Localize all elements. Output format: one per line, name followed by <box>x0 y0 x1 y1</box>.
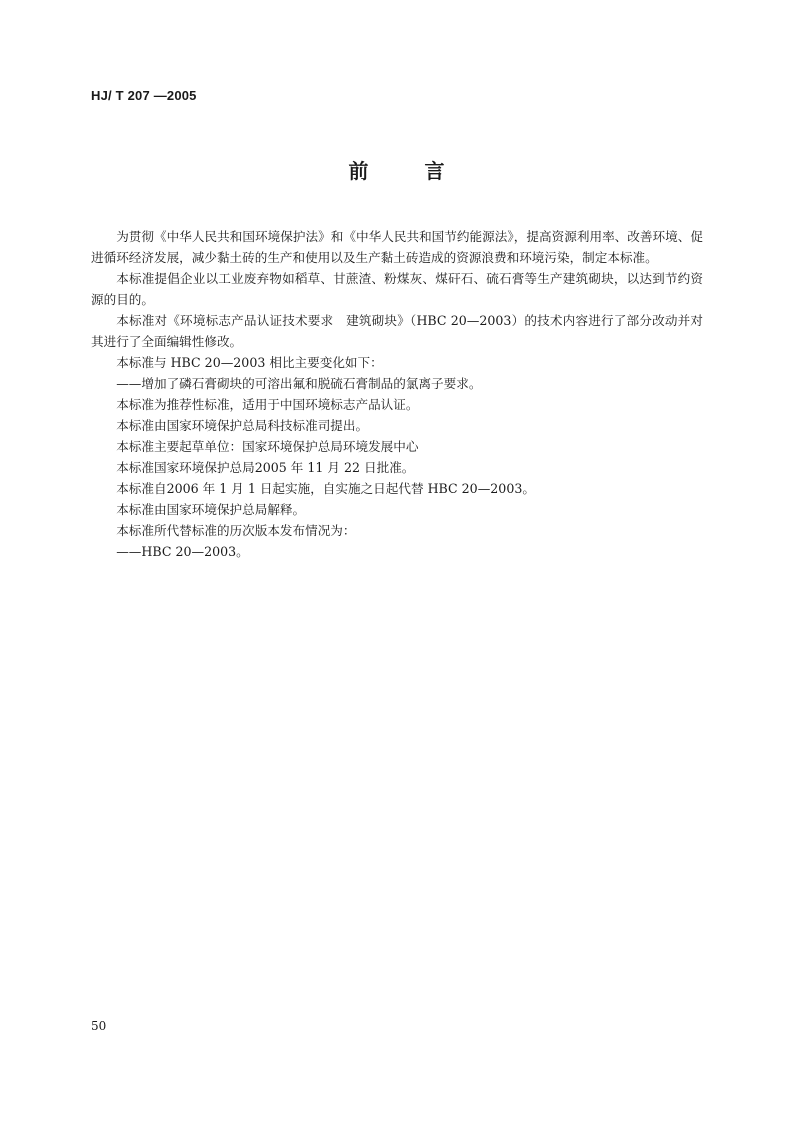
page-title: 前言 <box>348 159 501 183</box>
document-body <box>91 226 703 562</box>
paragraph: 本标准由国家环境保护总局解释。 <box>116 502 306 517</box>
paragraph: ——HBC 20—2003。 <box>116 544 249 559</box>
standard-code: HJ/ T 207 —2005 <box>91 88 197 103</box>
paragraph: 本标准由国家环境保护总局科技标准司提出。 <box>116 418 369 433</box>
paragraph: 本标准提倡企业以工业废弃物如稻草、甘蔗渣、粉煤灰、煤矸石、硫石膏等生产建筑砌块，以达到节约资源的目的。 <box>91 271 703 307</box>
paragraph: 本标准所代替标准的历次版本发布情况为： <box>116 523 356 538</box>
page-number: 50 <box>91 1019 107 1033</box>
paragraph: 本标准与 HBC 20—2003 相比主要变化如下： <box>116 355 383 370</box>
paragraph: 本标准国家环境保护总局2005 年 11 月 22 日批准。 <box>116 460 415 475</box>
paragraph: 本标准为推荐性标准，适用于中国环境标志产品认证。 <box>116 397 419 412</box>
paragraph: ——增加了磷石膏砌块的可溶出氟和脱硫石膏制品的氯离子要求。 <box>116 376 482 391</box>
paragraph: 为贯彻《中华人民共和国环境保护法》和《中华人民共和国节约能源法》，提高资源利用率、改善环境、促进循环经济发展，减少黏土砖的生产和使用以及生产黏土砖造成的资源浪费和环境污染，制定本标准。 <box>91 229 703 265</box>
paragraph: 本标准对《环境标志产品认证技术要求 建筑砌块》（HBC 20—2003）的技术内容进行了部分改动并对其进行了全面编辑性修改。 <box>91 313 703 349</box>
paragraph: 本标准主要起草单位：国家环境保护总局环境发展中心 <box>116 439 419 454</box>
paragraph: 本标准自2006 年 1 月 1 日起实施，自实施之日起代替 HBC 20—2003。 <box>116 481 535 496</box>
